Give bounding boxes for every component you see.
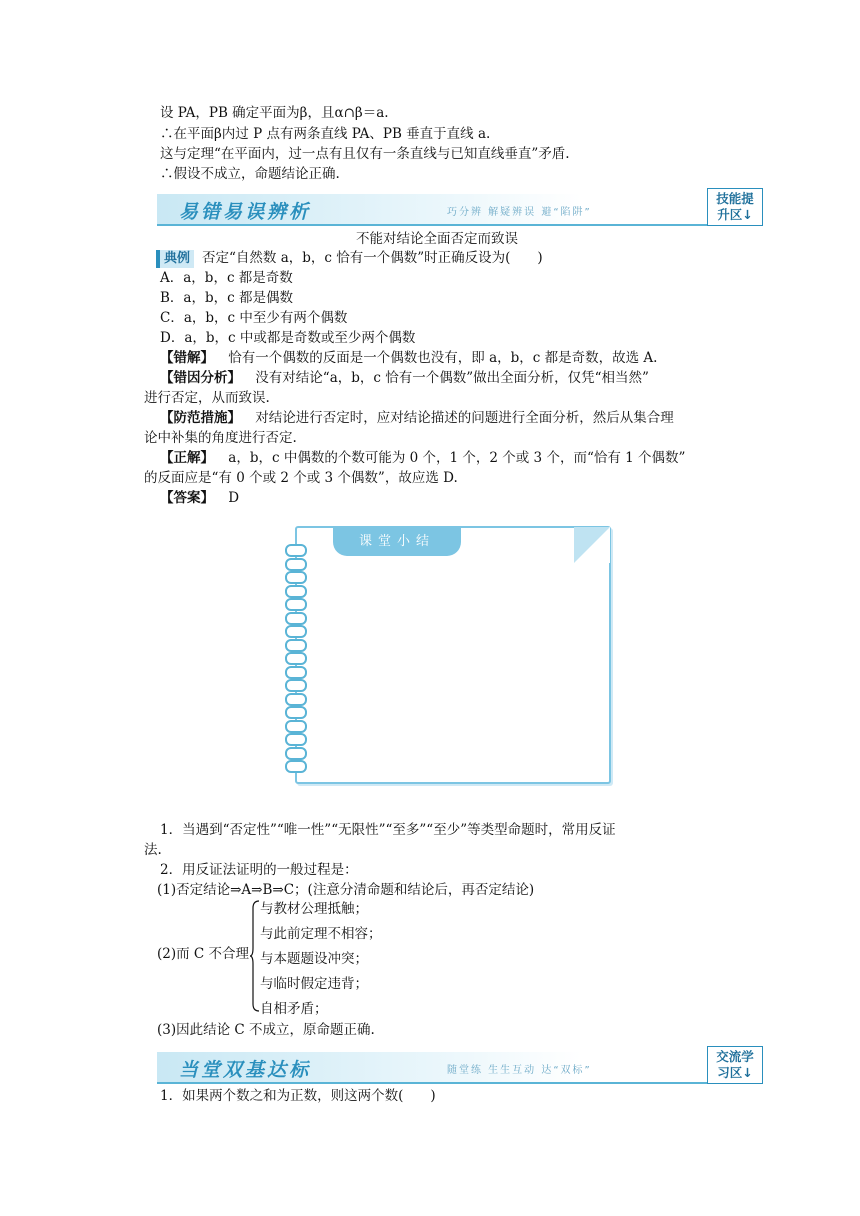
banner-title: 易错易误辨析 <box>179 201 312 223</box>
spiral-ring <box>285 652 307 665</box>
spiral-ring <box>285 612 307 625</box>
option-d: D．a，b，c 中或都是奇数或至少两个偶数 <box>160 330 416 346</box>
spiral-ring <box>285 679 307 692</box>
section-banner-practice <box>157 1049 763 1084</box>
spiral-ring <box>285 666 307 679</box>
section-heading: 不能对结论全面否定而致误 <box>356 231 518 247</box>
summary-item-1-cont: 法. <box>144 842 162 858</box>
curly-brace-icon <box>250 900 260 1012</box>
proof-line-2: ∴在平面β内过 P 点有两条直线 PA、PB 垂直于直线 a. <box>160 126 491 142</box>
spiral-ring <box>285 747 307 760</box>
branch-4: 与临时假定违背； <box>260 976 368 992</box>
proof-line-3: 这与定理“在平面内，过一点有且仅有一条直线与已知直线垂直”矛盾. <box>160 146 570 162</box>
proof-line-1: 设 PA，PB 确定平面为β，且α∩β＝a. <box>160 105 389 121</box>
spiral-ring <box>285 558 307 571</box>
summary-step-3: (3)因此结论 C 不成立，原命题正确. <box>157 1022 375 1038</box>
error-cause-cont: 进行否定，从而致误. <box>144 390 270 406</box>
prevention <box>160 409 674 427</box>
cause-text-1: 没有对结论“a，b，c 恰有一个偶数”做出全面分析，仅凭“相当然” <box>255 370 649 386</box>
banner-subtitle: 随堂练 生生互动 达“双标” <box>447 1065 592 1076</box>
answer-label: 【答案】 <box>160 490 214 506</box>
notebook-page <box>295 526 611 784</box>
spiral-ring <box>285 625 307 638</box>
banner-subtitle: 巧分辨 解疑辨误 避“陷阱” <box>447 207 592 218</box>
practice-question-1: 1．如果两个数之和为正数，则这两个数( ) <box>160 1088 436 1104</box>
correct-label: 【正解】 <box>160 450 214 466</box>
example-tag: 典例 <box>156 250 194 268</box>
proof-line-4: ∴假设不成立，命题结论正确. <box>160 166 340 182</box>
spiral-ring <box>285 720 307 733</box>
cause-label: 【错因分析】 <box>160 370 241 386</box>
spiral-ring <box>285 598 307 611</box>
skill-zone-badge <box>707 188 763 226</box>
answer-text: D <box>228 490 240 506</box>
badge-line-1: 技能提 <box>716 191 754 206</box>
wrong-text: 恰有一个偶数的反面是一个偶数也没有，即 a，b，c 都是奇数，故选 A. <box>228 350 658 366</box>
summary-item-1: 1．当遇到“否定性”“唯一性”“无限性”“至多”“至少”等类型命题时，常用反证 <box>160 822 616 838</box>
branch-5: 自相矛盾； <box>260 1001 328 1017</box>
error-cause <box>160 369 649 387</box>
notebook-tab: 课堂小结 <box>333 528 461 556</box>
section-banner-error-analysis <box>157 191 763 226</box>
class-summary-notebook <box>285 522 608 782</box>
banner-title: 当堂双基达标 <box>179 1059 312 1081</box>
summary-step-1: (1)否定结论⇒A⇒B⇒C；(注意分清命题和结论后，再否定结论) <box>157 882 535 898</box>
spiral-ring <box>285 706 307 719</box>
example-question <box>156 249 543 268</box>
spiral-ring <box>285 733 307 746</box>
summary-item-2: 2．用反证法证明的一般过程是： <box>160 862 358 878</box>
spiral-ring <box>285 544 307 557</box>
page-curl-icon <box>574 527 610 563</box>
option-b: B．a，b，c 都是偶数 <box>160 290 293 306</box>
spiral-ring <box>285 571 307 584</box>
correct-solution <box>160 449 685 467</box>
down-arrow-icon: ↓ <box>742 207 753 222</box>
wrong-label: 【错解】 <box>160 350 214 366</box>
badge-line-2: 习区 <box>717 1065 743 1080</box>
badge-line-1: 交流学 <box>716 1049 754 1064</box>
correct-solution-cont: 的反面应是“有 0 个或 2 个或 3 个偶数”，故应选 D. <box>144 470 458 486</box>
wrong-solution <box>160 349 657 367</box>
correct-text-1: a，b，c 中偶数的个数可能为 0 个，1 个，2 个或 3 个，而“恰有 1 个偶数” <box>228 450 686 466</box>
branch-1: 与教材公理抵触； <box>260 901 368 917</box>
exchange-zone-badge <box>707 1046 763 1084</box>
down-arrow-icon: ↓ <box>742 1065 753 1080</box>
spiral-ring <box>285 639 307 652</box>
branch-2: 与此前定理不相容； <box>260 926 382 942</box>
option-c: C．a，b，c 中至少有两个偶数 <box>160 310 348 326</box>
branch-3: 与本题题设冲突； <box>260 951 368 967</box>
question-text: 否定“自然数 a，b，c 恰有一个偶数”时正确反设为( ) <box>202 250 543 266</box>
badge-line-2: 升区 <box>717 207 743 222</box>
prevent-label: 【防范措施】 <box>160 410 241 426</box>
option-a: A．a，b，c 都是奇数 <box>160 270 293 286</box>
prevent-text-1: 对结论进行否定时，应对结论描述的问题进行全面分析，然后从集合理 <box>255 410 674 426</box>
spiral-ring <box>285 693 307 706</box>
spiral-ring <box>285 585 307 598</box>
summary-step-2-label: (2)而 C 不合理 <box>157 946 250 962</box>
answer <box>160 489 239 507</box>
prevention-cont: 论中补集的角度进行否定. <box>144 430 297 446</box>
spiral-ring <box>285 760 307 773</box>
